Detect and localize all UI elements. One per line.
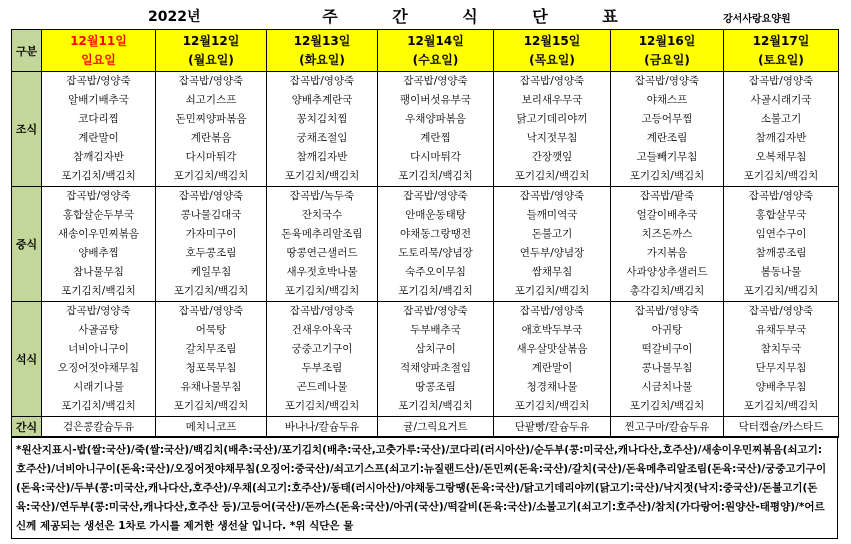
menu-item: 소불고기	[760, 113, 802, 125]
menu-item: 양배추계란국	[291, 94, 353, 106]
menu-item: 낙지젓무침	[526, 132, 578, 144]
day-weekday: (수요일)	[412, 52, 459, 67]
dinner-menu-cell	[42, 302, 156, 417]
menu-item: 들깨미역국	[526, 209, 578, 221]
menu-item: 쌈채무침	[531, 266, 573, 278]
menu-item: 포기김치/백김치	[743, 285, 819, 297]
menu-item: 포기김치/백김치	[284, 170, 360, 182]
menu-item: 잡곡밥/영양죽	[748, 75, 814, 87]
breakfast-menu-cell	[724, 72, 839, 187]
menu-item: 건새우아욱국	[291, 324, 353, 336]
menu-item: 시래기나물	[73, 381, 124, 393]
menu-item: 참깨콩조림	[755, 247, 807, 259]
day-date: 12월17일	[752, 33, 810, 48]
menu-item: 새우젓호박나물	[286, 266, 358, 278]
menu-item: 쇠고기스프	[185, 94, 237, 106]
menu-item: 잡곡밥/영양죽	[519, 305, 585, 317]
menu-item: 땅콩연근샐러드	[286, 247, 358, 259]
corner-label: 구분	[12, 30, 42, 72]
day-weekday: (목요일)	[529, 52, 575, 67]
dinner-menu-cell	[724, 302, 839, 417]
dinner-row	[12, 302, 839, 417]
menu-item: 돈육메추리알조림	[281, 228, 363, 240]
menu-item: 두부배추국	[410, 324, 461, 336]
menu-item: 홍합살순두부국	[62, 209, 134, 221]
day-header	[611, 30, 724, 72]
menu-item: 유채나물무침	[180, 381, 242, 393]
menu-item: 잡곡밥/영양죽	[289, 305, 355, 317]
lunch-menu-cell	[611, 187, 724, 302]
breakfast-menu-cell	[378, 72, 494, 187]
menu-item: 갈치무조림	[185, 343, 237, 355]
menu-item: 시금치나물	[641, 381, 693, 393]
menu-item: 포기김치/백김치	[743, 170, 819, 182]
menu-item: 참나물무침	[73, 266, 124, 278]
menu-item: 꽁치김치찜	[296, 113, 348, 125]
menu-item: 참깨김자반	[296, 151, 348, 163]
menu-item: 오징어젓야채무침	[57, 362, 140, 374]
menu-item: 포기김치/백김치	[61, 400, 136, 412]
snack-menu-cell: 귤/그릭요거트	[378, 417, 494, 438]
menu-item: 궁채조절임	[296, 132, 348, 144]
year-label: 2022년	[148, 9, 201, 25]
menu-item: 잡곡밥/영양죽	[519, 190, 585, 202]
menu-item: 아귀탕	[651, 324, 683, 336]
menu-item: 코다리찜	[78, 113, 119, 125]
menu-item: 콩나물무침	[641, 362, 693, 374]
menu-item: 유채두부국	[755, 324, 807, 336]
menu-item: 치즈돈까스	[641, 228, 693, 240]
menu-item: 봄동나물	[760, 266, 802, 278]
menu-item: 케일무침	[190, 266, 232, 278]
menu-item: 계란찜	[420, 132, 451, 144]
menu-item: 새우살맛살볶음	[516, 343, 588, 355]
menu-item: 콩나물김대국	[180, 209, 242, 221]
menu-item: 오복채무침	[755, 151, 807, 163]
snack-menu-cell: 검은콩칼슘두유	[42, 417, 156, 438]
menu-item: 계란볶음	[190, 132, 232, 144]
snack-menu-cell: 바나나/칼슘두유	[267, 417, 378, 438]
menu-item: 포기김치/백김치	[629, 400, 705, 412]
organization-name: 강서사랑요양원	[723, 14, 791, 25]
menu-item: 포기김치/백김치	[173, 285, 249, 297]
menu-item: 포기김치/백김치	[514, 170, 590, 182]
day-date: 12월15일	[523, 33, 581, 48]
menu-item: 돈민찌양파볶음	[175, 113, 247, 125]
menu-item: 양배추무침	[755, 381, 807, 393]
menu-item: 궁중고기구이	[291, 343, 353, 355]
menu-item: 가자미구이	[185, 228, 237, 240]
menu-item: 잡곡밥/영양죽	[519, 75, 585, 87]
dinner-menu-cell	[378, 302, 494, 417]
snack-menu-cell: 단팥빵/칼슘두유	[494, 417, 611, 438]
menu-item: 잡곡밥/녹두죽	[289, 190, 355, 202]
day-header	[156, 30, 267, 72]
menu-item: 포기김치/백김치	[514, 285, 590, 297]
menu-item: 잔치국수	[301, 209, 343, 221]
lunch-menu-cell	[267, 187, 378, 302]
title-char: 간	[392, 7, 408, 26]
menu-item: 잡곡밥/영양죽	[403, 75, 468, 87]
lunch-menu-cell	[724, 187, 839, 302]
menu-item: 포기김치/백김치	[61, 170, 136, 182]
menu-item: 야채동그랑땡전	[399, 228, 471, 240]
menu-item: 잡곡밥/영양죽	[66, 190, 131, 202]
menu-item: 보리새우무국	[521, 94, 583, 106]
menu-item: 포기김치/백김치	[629, 170, 705, 182]
menu-item: 포기김치/백김치	[61, 285, 136, 297]
day-weekday: (월요일)	[188, 52, 234, 67]
menu-item: 간장깻잎	[531, 151, 573, 163]
dinner-menu-cell	[267, 302, 378, 417]
menu-item: 잡곡밥/영양죽	[66, 75, 131, 87]
menu-item: 잡곡밥/영양죽	[178, 305, 244, 317]
day-header	[724, 30, 839, 72]
menu-item: 포기김치/백김치	[398, 285, 473, 297]
menu-item: 잡곡밥/영양죽	[403, 190, 468, 202]
snack-label: 간식	[12, 417, 42, 438]
breakfast-menu-cell	[267, 72, 378, 187]
menu-item: 새송이우민찌볶음	[57, 228, 140, 240]
menu-item: 포기김치/백김치	[284, 285, 360, 297]
menu-item: 참깨김자반	[755, 132, 807, 144]
menu-item: 잡곡밥/팥죽	[639, 190, 695, 202]
menu-item: 잡곡밥/영양죽	[748, 305, 814, 317]
day-weekday: 일요일	[81, 52, 116, 67]
menu-item: 포기김치/백김치	[514, 400, 590, 412]
snack-row	[12, 417, 839, 438]
day-weekday: (화요일)	[299, 52, 345, 67]
menu-item: 어묵탕	[195, 324, 227, 336]
day-header	[378, 30, 494, 72]
menu-item: 포기김치/백김치	[173, 170, 249, 182]
day-date: 12월14일	[407, 33, 464, 48]
menu-item: 잡곡밥/영양죽	[748, 190, 814, 202]
menu-item: 닭고기데리야끼	[516, 113, 588, 125]
menu-item: 야채스프	[646, 94, 688, 106]
day-date: 12월11일	[70, 33, 127, 48]
menu-item: 사과양상추샐러드	[626, 266, 708, 278]
snack-menu-cell: 찐고구마/칼슘두유	[611, 417, 724, 438]
menu-item: 얼갈이배추국	[636, 209, 698, 221]
dinner-menu-cell	[611, 302, 724, 417]
dinner-label: 석식	[12, 302, 42, 417]
menu-item: 두부조림	[301, 362, 343, 374]
menu-item: 다시마튀각	[185, 151, 237, 163]
lunch-menu-cell	[156, 187, 267, 302]
title-char: 식	[462, 7, 478, 26]
title-char: 단	[532, 7, 548, 26]
menu-item: 홍합살무국	[755, 209, 807, 221]
menu-item: 다시마튀각	[410, 151, 461, 163]
lunch-label: 중식	[12, 187, 42, 302]
breakfast-menu-cell	[156, 72, 267, 187]
origin-note: *원산지표시-밥(쌀:국산)/죽(쌀:국산)/백김치(배추:국산)/포기김치(배추:국산,고춧가루:국산)/코다리(러시아산)/순두부(콩:미국산,캐나다산,호주산)/새송이우민찌볶음(쇠고기:호주산)/너비아니구이(돈육:국산)/오징어젓야채무침(오징어:중국산)/쇠고기스프(쇠고기:뉴질랜드산)/돈민찌(돈육:국산)/갈치(국산)/돈육메추리알조림(돈육:국산)/궁중고기구이(돈육:국산)/두부(콩:미국산,캐나다산,호주산)/우채(쇠고기:호주산)/동태(러시아산)/야채동그랑땡(돈육:국산)/닭고기데리야끼(닭고기:국산)/낙지젓(낙지:중국산)/돈불고기(돈육:국산)/연두부(콩:미국산,캐나다산,호주산 등)/고등어(국산)/돈까스(돈육:국산)/아귀(국산)/떡갈비(돈육:국산)/소불고기(쇠고기:호주산)/참치(가다랑어:원양산-태평양)/*어르신께 제공되는 생선은 1차로 가시를 제거한 생선살 입니다. *위 식단은 물	[11, 436, 838, 539]
menu-item: 땅콩조림	[415, 381, 456, 393]
menu-item: 애호박두부국	[521, 324, 583, 336]
menu-item: 참깨김자반	[73, 151, 124, 163]
menu-item: 잡곡밥/영양죽	[178, 190, 244, 202]
menu-item: 계란말이	[78, 132, 119, 144]
lunch-menu-cell	[494, 187, 611, 302]
menu-item: 사골곰탕	[78, 324, 119, 336]
day-weekday: (토요일)	[758, 52, 804, 67]
menu-item: 숙주오이무침	[405, 266, 466, 278]
menu-item: 적채양파초절임	[399, 362, 471, 374]
menu-item: 안매운동태탕	[405, 209, 466, 221]
day-date: 12월13일	[293, 33, 351, 48]
menu-item: 사골시래기국	[750, 94, 812, 106]
day-header	[267, 30, 378, 72]
menu-item: 알배기배추국	[68, 94, 129, 106]
menu-item: 단무지무침	[755, 362, 807, 374]
breakfast-menu-cell	[611, 72, 724, 187]
menu-item: 곤드레나물	[296, 381, 348, 393]
menu-item: 삼치구이	[415, 343, 456, 355]
title-char: 표	[602, 7, 618, 26]
menu-item: 호두콩조림	[185, 247, 237, 259]
menu-item: 계란조림	[646, 132, 688, 144]
menu-item: 잡곡밥/영양죽	[403, 305, 468, 317]
menu-item: 잡곡밥/영양죽	[178, 75, 244, 87]
menu-item: 포기김치/백김치	[743, 400, 819, 412]
menu-item: 고들빼기무침	[636, 151, 698, 163]
menu-item: 임연수구이	[755, 228, 807, 240]
snack-menu-cell: 닥터캡슐/카스타드	[724, 417, 839, 438]
lunch-menu-cell	[378, 187, 494, 302]
menu-item: 총각김치/백김치	[629, 285, 705, 297]
menu-item: 계란말이	[531, 362, 573, 374]
menu-item: 잡곡밥/영양죽	[634, 305, 700, 317]
day-header-row	[12, 30, 839, 72]
menu-item: 포기김치/백김치	[398, 170, 473, 182]
dinner-menu-cell	[156, 302, 267, 417]
menu-item: 잡곡밥/영양죽	[289, 75, 355, 87]
menu-item: 잡곡밥/영양죽	[66, 305, 131, 317]
menu-item: 가지볶음	[646, 247, 688, 259]
menu-item: 팽이버섯유부국	[399, 94, 471, 106]
day-weekday: (금요일)	[644, 52, 690, 67]
breakfast-row	[12, 72, 839, 187]
breakfast-label: 조식	[12, 72, 42, 187]
dinner-menu-cell	[494, 302, 611, 417]
menu-item: 청포묵무침	[185, 362, 237, 374]
day-date: 12월12일	[182, 33, 240, 48]
menu-item: 양배추찜	[78, 247, 119, 259]
menu-item: 참치두국	[760, 343, 802, 355]
menu-item: 포기김치/백김치	[284, 400, 360, 412]
menu-item: 청경채나물	[526, 381, 578, 393]
day-header	[42, 30, 156, 72]
menu-item: 포기김치/백김치	[398, 400, 473, 412]
breakfast-menu-cell	[42, 72, 156, 187]
menu-item: 포기김치/백김치	[173, 400, 249, 412]
menu-item: 도토리묵/양념장	[398, 247, 473, 259]
menu-item: 돈불고기	[531, 228, 573, 240]
menu-item: 잡곡밥/영양죽	[634, 75, 700, 87]
breakfast-menu-cell	[494, 72, 611, 187]
title-char: 주	[322, 7, 338, 26]
menu-item: 너비아니구이	[68, 343, 129, 355]
page-title	[300, 4, 640, 27]
menu-item: 우채양파볶음	[405, 113, 466, 125]
menu-item: 연두부/양념장	[519, 247, 585, 259]
snack-menu-cell: 메치니코프	[156, 417, 267, 438]
menu-item: 떡갈비구이	[641, 343, 693, 355]
weekly-menu-table	[11, 29, 839, 438]
lunch-menu-cell	[42, 187, 156, 302]
day-date: 12월16일	[638, 33, 696, 48]
day-header	[494, 30, 611, 72]
menu-item: 고등어무찜	[641, 113, 693, 125]
lunch-row	[12, 187, 839, 302]
